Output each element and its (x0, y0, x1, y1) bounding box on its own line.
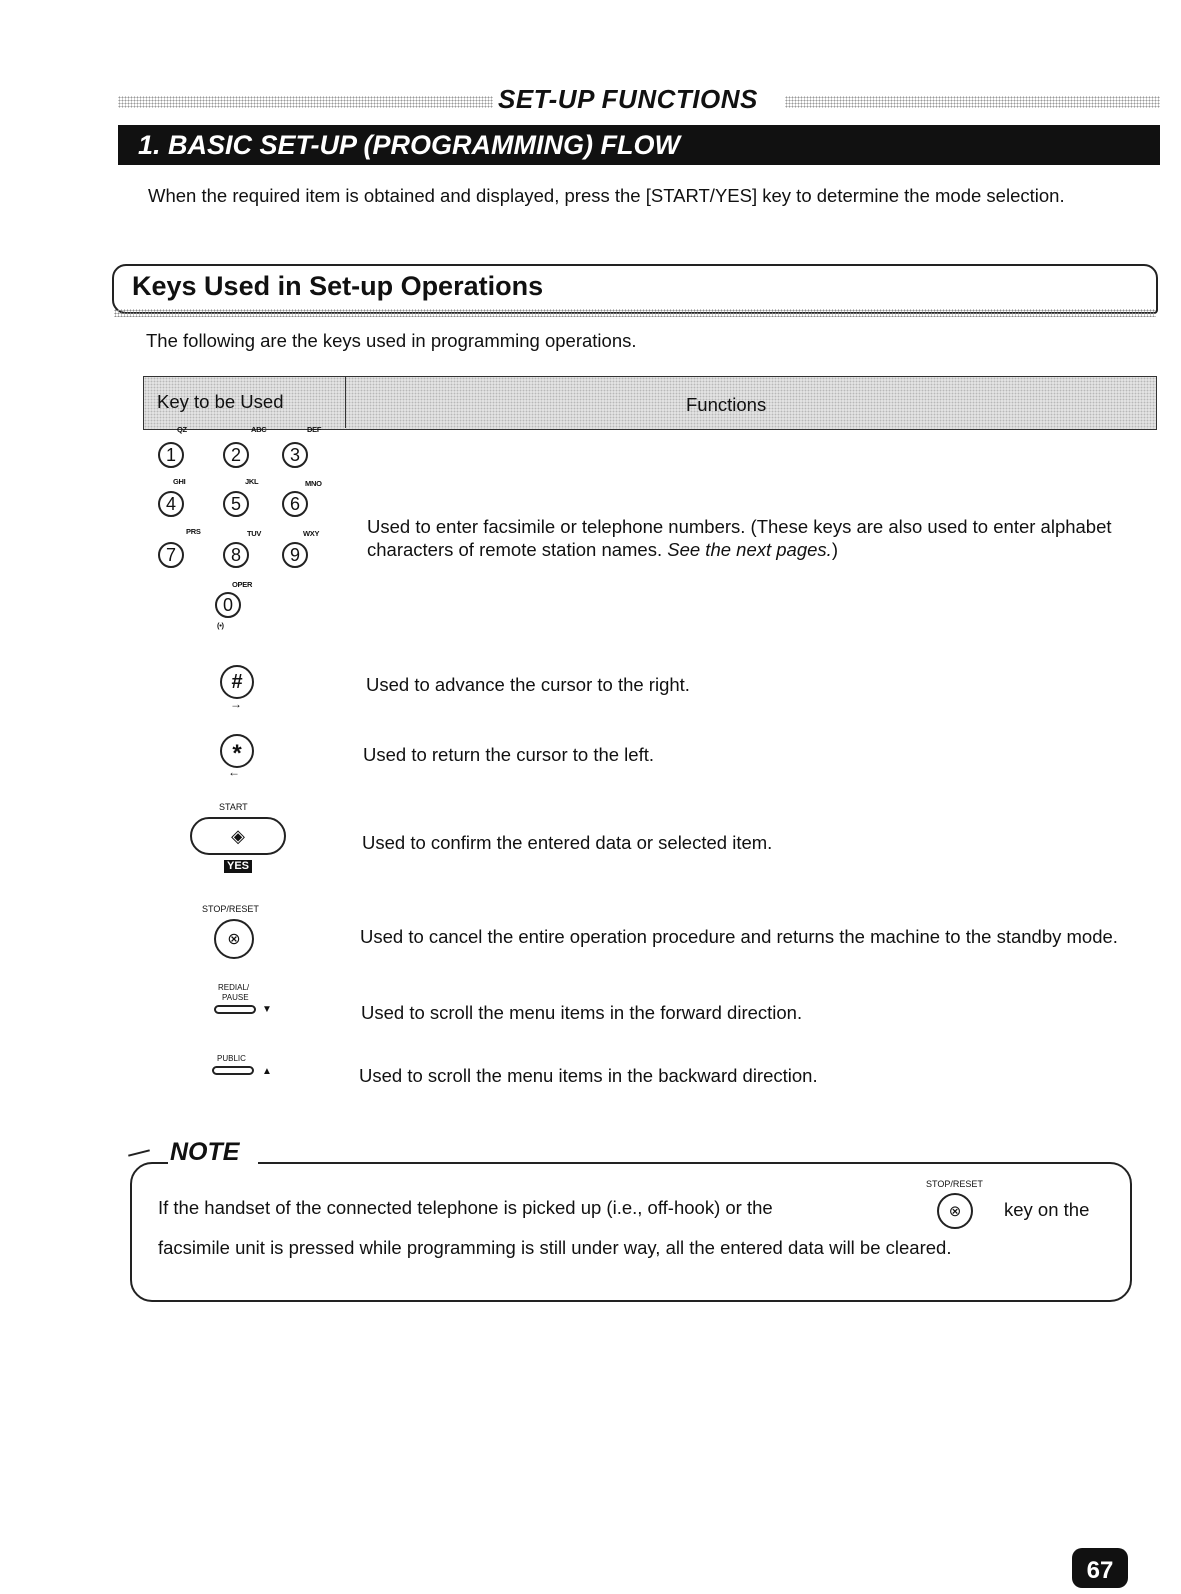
hash-key-icon (220, 665, 254, 699)
note-line-1-end: key on the (1004, 1199, 1090, 1220)
star-description: Used to return the cursor to the left. (363, 744, 655, 765)
dial-key-2-digit: 2 (230, 444, 241, 465)
stop-reset-key-icon: ⊗ (214, 919, 254, 959)
star-key-icon (220, 734, 254, 768)
right-arrow-icon: → (230, 697, 242, 711)
keys-lead-text: The following are the keys used in programming operations. (146, 330, 637, 351)
pause-label: PAUSE (222, 993, 249, 1002)
yes-key-badge: YES (224, 860, 252, 873)
dial-key-2-icon (223, 442, 249, 468)
dial-key-4-icon (158, 491, 184, 517)
dial-key-5-icon (223, 491, 249, 517)
note-corner-dash (128, 1149, 150, 1156)
numbers-desc-ref: See the next pages. (667, 539, 832, 560)
note-title: NOTE (170, 1138, 240, 1166)
keys-section-shadow (114, 309, 1156, 317)
down-arrow-icon: ▼ (262, 1004, 272, 1015)
dial-key-5-digit: 5 (230, 493, 241, 514)
numbers-description (367, 515, 1147, 561)
redial-pause-key-icon (214, 1005, 256, 1014)
section-title: SET-UP FUNCTIONS (498, 84, 758, 114)
key-6-letters: MNO (305, 479, 322, 488)
start-description: Used to confirm the entered data or selected item. (362, 832, 773, 853)
numbers-desc-main: Used to enter facsimile or telephone numbers. (These keys are also used to enter alphabet characters of remote station names. (367, 516, 1112, 560)
column-header-key: Key to be Used (157, 391, 284, 412)
chapter-title: 1. BASIC SET-UP (PROGRAMMING) FLOW (138, 130, 680, 160)
header-dotted-rule-right (785, 96, 1160, 108)
up-arrow-icon: ▲ (262, 1066, 272, 1077)
dial-key-9-digit: 9 (289, 544, 300, 565)
column-header-functions: Functions (686, 394, 767, 415)
dial-key-9-icon (282, 542, 308, 568)
table-header-divider (345, 376, 346, 428)
key-9-letters: WXY (303, 529, 320, 538)
note-stop-reset-key-icon: ⊗ (937, 1193, 973, 1229)
hash-description: Used to advance the cursor to the right. (366, 674, 690, 695)
key-0-letters: OPER (232, 580, 253, 589)
note-line-2: facsimile unit is pressed while programming is still under way, all the entered data will be cleared. (158, 1237, 952, 1258)
left-arrow-icon: ← (228, 765, 240, 779)
dial-key-6-digit: 6 (289, 493, 300, 514)
public-label: PUBLIC (217, 1054, 246, 1063)
intro-paragraph: When the required item is obtained and displayed, press the [START/YES] key to determine the mode selection. (148, 185, 1065, 206)
public-key-icon (212, 1066, 254, 1075)
hash-key-symbol: # (231, 670, 243, 693)
dial-key-0-digit: 0 (222, 594, 233, 615)
note-stop-reset-label: STOP/RESET (926, 1179, 983, 1189)
dial-key-1-digit: 1 (165, 444, 176, 465)
dial-key-1-icon (158, 442, 184, 468)
key-2-letters: ABC (251, 425, 267, 434)
dial-key-4-digit: 4 (165, 493, 176, 514)
dial-key-7-digit: 7 (165, 544, 176, 565)
key-8-letters: TUV (247, 529, 262, 538)
redial-label: REDIAL/ (218, 983, 250, 992)
dial-keypad (155, 425, 345, 638)
keys-section-title: Keys Used in Set-up Operations (132, 271, 544, 301)
start-key-label: START (219, 802, 248, 812)
star-key-symbol: * (232, 740, 242, 767)
note-line-1: If the handset of the connected telephone is picked up (i.e., off-hook) or the (158, 1197, 773, 1218)
dial-key-7-icon (158, 542, 184, 568)
stop-description: Used to cancel the entire operation procedure and returns the machine to the standby mode. (360, 926, 1118, 947)
key-3-letters: DEF (307, 425, 322, 434)
dial-key-6-icon (282, 491, 308, 517)
table-header (143, 376, 1157, 430)
dial-key-8-digit: 8 (230, 544, 241, 565)
key-7-letters: PRS (186, 527, 201, 536)
header-dotted-rule-left (118, 96, 493, 108)
key-0-sub: (•) (217, 621, 224, 630)
key-5-letters: JKL (245, 477, 259, 486)
dial-key-3-icon (282, 442, 308, 468)
dial-key-0-icon (215, 592, 241, 618)
redial-description: Used to scroll the menu items in the forward direction. (361, 1002, 803, 1023)
start-key-icon: ◈ (190, 817, 286, 855)
public-description: Used to scroll the menu items in the backward direction. (359, 1065, 818, 1086)
page-number: 67 (1072, 1548, 1128, 1588)
dial-key-3-digit: 3 (289, 444, 300, 465)
stop-reset-label: STOP/RESET (202, 904, 259, 914)
dial-key-8-icon (223, 542, 249, 568)
key-1-letters: QZ (177, 425, 187, 434)
key-4-letters: GHI (173, 477, 186, 486)
numbers-desc-end: ) (831, 539, 838, 560)
